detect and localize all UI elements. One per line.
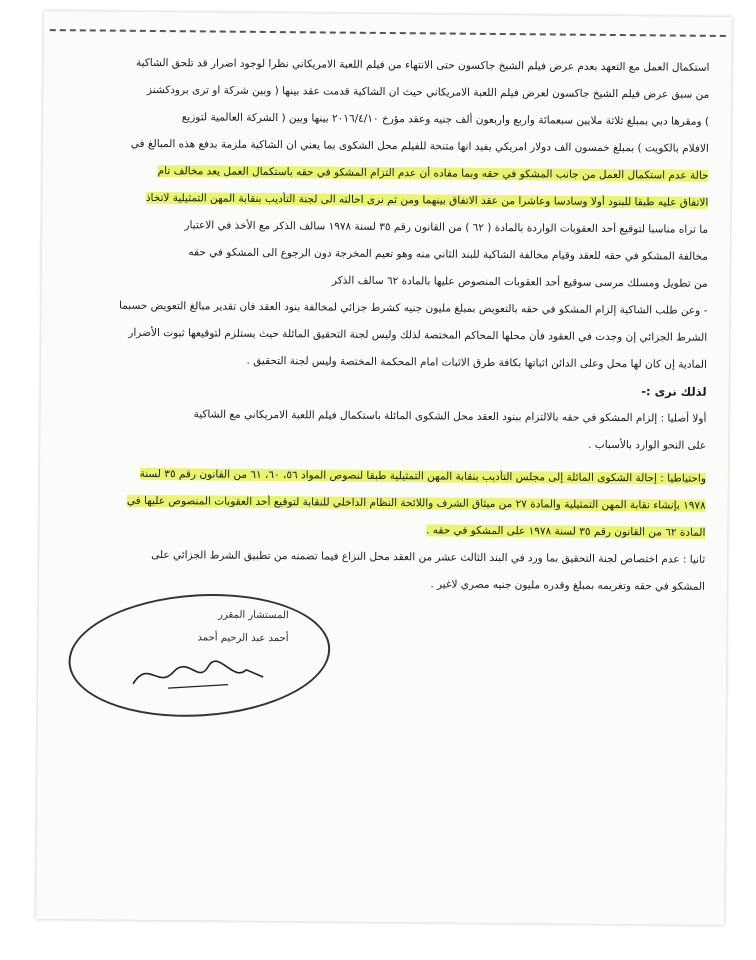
intro-line	[77, 109, 709, 129]
intro-line	[75, 298, 707, 318]
line-text: الشرط الجزائي إن وجدت في العقود فأن محلها المحاكم المختصة لذلك وليس لجنة التحقيق المائلة حيث يستلزم لتوقيعها ثبوت الأضرار	[128, 326, 708, 344]
line-text: استكمال العمل مع التعهد بعدم عرض فيلم الشيخ جاكسون حتى الانتهاء من فيلم اللعبة الامريكاني نظرا لوجود اضرار قد تلحق الشاكية	[135, 56, 710, 74]
second-ruling-line	[73, 547, 705, 567]
alternative-ruling-line	[73, 520, 705, 540]
intro-line	[75, 325, 707, 345]
first-primary-ruling	[74, 406, 706, 453]
primary-ruling-line	[74, 406, 706, 426]
conclusion-heading: لذلك نرى :-	[641, 384, 707, 399]
intro-line	[76, 217, 708, 237]
intro-paragraph	[75, 55, 710, 372]
highlighted-text: واحتياطيا : إحالة الشكوى المائلة إلى مجلس التأديب بنقابة المهن التمثيلية طبقا لنصوص المواد ٥٦، ٦٠، ٦١ من القانون رقم ٣٥ لسنة	[139, 467, 706, 485]
intro-line	[76, 244, 708, 264]
primary-ruling-line	[74, 433, 706, 453]
handwritten-signature	[128, 654, 268, 695]
line-text: من سبق عرض فيلم الشيخ جاكسون لعرض فيلم اللعبة الامريكاني حيث ان الشاكية قدمت عقد بينها ( وبين شركة او ترى برودكشنز	[146, 83, 710, 101]
document-body	[73, 55, 710, 606]
line-text: ) ومقرها دبي بمبلغ ثلاثة ملايين سبعمائة واربع واربعون ألف جنيه وعقد مؤرخ ٢٠١٦/٤/١٠ بينها وبين ( الشركة العالمية لتوزيع	[181, 111, 710, 128]
line-text: ما تراه مناسبا لتوقيع أحد العقوبات الواردة بالمادة ( ٦٢ ) من القانون رقم ٣٥ لسنة ١٩٧٨ سالف الذكر مع الأخذ في الاعتبار	[184, 219, 709, 236]
signatory-title: المستشار المقرر	[218, 609, 289, 622]
alternative-ruling	[73, 466, 706, 540]
highlighted-text: ١٩٧٨ بإنشاء نقابة المهن التمثيلية والمادة ٢٧ من ميثاق الشرف واللائحة النظام الداخلي للنقابة لتوقيع أحد العقوبات المنصوص عليها في	[126, 494, 706, 512]
line-text: المشكو في حقه وتغريمه بمبلغ وقدره مليون جنيه مصري لاغير .	[430, 578, 706, 593]
line-text: على النحو الوارد بالأسباب .	[588, 438, 707, 452]
signatory-name: أحمد عبد الرحيم أحمد	[197, 632, 289, 645]
document-page	[36, 11, 732, 925]
line-text: أولا أصليا : إلزام المشكو في حقه بالالتزام ببنود العقد محل الشكوى المائلة باستكمال فيلم اللعبة الامريكاني مع الشاكية	[193, 408, 707, 425]
line-text: - وعن طلب الشاكية إلزام المشكو في حقه بالتعويض بمبلغ مليون جنيه كشرط جزائي لمخالفة بنود العقد فان تقدير مبالغ التعويض حسبما	[119, 299, 708, 317]
line-text: مخالفة المشكو في حقه للعقد وقيام مخالفة الشاكية للبند الثاني منه وهو تعيم المخرجة دون الرجوع الى المشكو في حقه	[188, 246, 708, 263]
intro-line	[76, 271, 708, 291]
intro-line	[77, 136, 709, 156]
intro-line	[76, 190, 708, 210]
page-top-border	[50, 29, 726, 37]
intro-line	[77, 82, 709, 102]
second-ruling-line	[73, 574, 705, 594]
line-text: من تطويل ومسلك مرسى سوقيع أحد العقوبات المنصوص عليها بالمادة ٦٢ سالف الذكر	[331, 274, 708, 290]
line-text: الافلام بالكويت ) بمبلغ خمسون الف دولار امريكي يفيد انها متنحة للفيلم محل الشكوى بما يعني ان الشاكية ملزمة بدفع هذه المبالغ في	[130, 137, 709, 155]
intro-line	[75, 352, 707, 372]
alternative-ruling-line	[74, 493, 706, 513]
intro-line	[77, 163, 709, 183]
highlighted-text: الاتفاق عليه طبقا للبنود أولا وسادسا وعاشرا من عقد الاتفاق بينهما ومن ثم نرى احالته الى لجنة التأديب بنقابة المهن التمثيلية لاتخاذ	[145, 191, 709, 209]
line-text: ثانيا : عدم اختصاص لجنة التحقيق بما ورد في البند الثالث عشر من العقد محل النزاع فيما تضمنه من تطبيق الشرط الجزائي على	[151, 548, 706, 566]
highlighted-text: حالة عدم استكمال العمل من جانب المشكو في حقه وبما مفاده أن عدم التزام المشكو في حقه باستكمال العمل يعد مخالف تام	[157, 165, 709, 182]
line-text: المادية إن كان لها محل وعلى الدائن اثباتها بكافة طرق الاثبات امام المحكمة المختصة وليس لجنة التحقيق .	[246, 354, 707, 371]
highlighted-text: المادة ٦٢ من القانون رقم ٣٥ لسنة ١٩٧٨ على المشكو في حقه .	[426, 524, 706, 539]
signature-stamp	[68, 593, 329, 715]
intro-line	[77, 55, 709, 75]
second-ruling	[73, 547, 705, 594]
